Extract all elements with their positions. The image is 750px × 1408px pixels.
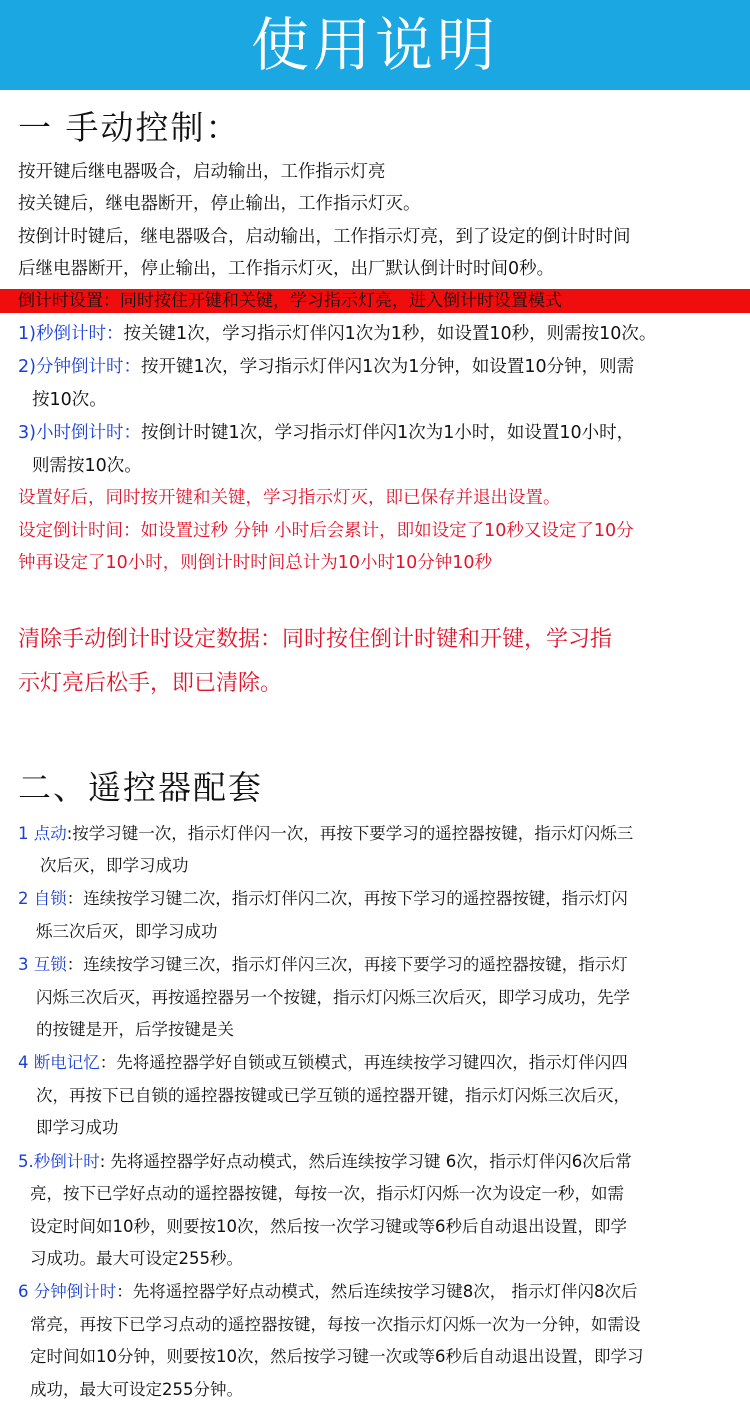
red-line-1: 设置好后，同时按开键和关键，学习指示灯灭，即已保存并退出设置。	[18, 488, 561, 508]
countdown-item-2	[18, 351, 634, 383]
item-text: ：连续按学习键二次，指示灯伴闪二次，再按下学习的遥控器按键，指示灯闪	[66, 889, 628, 908]
clear-line-1: 清除手动倒计时设定数据：同时按住倒计时键和开键，学习指	[18, 627, 613, 652]
countdown-item-3-cont: 则需按10次。	[32, 456, 142, 476]
remote-item-4-cont: 即学习成功	[36, 1118, 119, 1137]
item-text: 按开键1次，学习指示灯伴闪1次为1分钟，如设置10分钟，则需	[140, 357, 635, 377]
item-text: ：先将遥控器学好自锁或互锁模式，再连续按学习键四次，指示灯伴闪四	[99, 1053, 628, 1072]
s1-line-1: 按开键后继电器吸合，启动输出，工作指示灯亮	[18, 162, 386, 182]
remote-item-2	[18, 883, 628, 915]
countdown-item-3	[18, 417, 634, 449]
page-title: 使用说明	[250, 11, 499, 79]
highlight-text: 倒计时设置：同时按住开键和关键，学习指示灯亮，进入倒计时设置模式	[18, 291, 562, 311]
remote-item-1	[18, 818, 633, 850]
remote-item-4	[18, 1047, 628, 1079]
countdown-item-1	[18, 318, 656, 350]
s1-line-2: 按关键后，继电器断开，停止输出，工作指示灯灭。	[18, 194, 421, 214]
remote-item-1-cont: 次后灭，即学习成功	[40, 856, 189, 875]
item-text: ：连续按学习键三次，指示灯伴闪三次，再接下要学习的遥控器按键，指示灯	[66, 955, 628, 974]
remote-item-3	[18, 949, 628, 981]
remote-item-6-cont: 定时间如10分钟，则要按10次，然后按学习键一次或等6秒后自动退出设置，即学习	[30, 1347, 644, 1366]
countdown-item-2-cont: 按10次。	[32, 390, 107, 410]
item-text: 按关键1次，学习指示灯伴闪1次为1秒，如设置10秒，则需按10次。	[123, 324, 657, 344]
item-label: 1)秒倒计时：	[18, 324, 124, 344]
item-label: 1 点动	[18, 824, 67, 843]
section2-heading: 二、遥控器配套	[18, 768, 263, 807]
remote-item-6	[18, 1276, 638, 1308]
remote-item-6-cont: 常亮，再按下已学习点动的遥控器按键，每按一次指示灯闪烁一次为一分钟，如需设	[30, 1315, 641, 1334]
item-text: ：先将遥控器学好点动模式，然后连续按学习键8次， 指示灯伴闪8次后	[116, 1282, 638, 1301]
item-text: : 先将遥控器学好点动模式，然后连续按学习键 6次，指示灯伴闪6次后常	[99, 1152, 632, 1171]
red-line-3: 钟再设定了10小时，则倒计时时间总计为10小时10分钟10秒	[18, 553, 493, 573]
item-label: 3 互锁	[18, 955, 67, 974]
clear-line-2: 示灯亮后松手，即已清除。	[18, 671, 283, 696]
remote-item-3-cont: 闪烁三次后灭，再按遥控器另一个按键，指示灯闪烁三次后灭，即学习成功，先学	[36, 988, 630, 1007]
remote-item-3-cont: 的按键是开，后学按键是关	[36, 1020, 234, 1039]
remote-item-5-cont: 亮，按下已学好点动的遥控器按键，每按一次，指示灯闪烁一次为设定一秒，如需	[30, 1184, 624, 1203]
red-line-2: 设定倒计时间：如设置过秒 分钟 小时后会累计，即如设定了10秒又设定了10分	[18, 521, 634, 541]
section1-heading: 一 手动控制：	[18, 108, 241, 147]
remote-item-5-cont: 习成功。最大可设定255秒。	[30, 1249, 243, 1268]
remote-item-6-cont: 成功，最大可设定255分钟。	[30, 1380, 243, 1399]
item-label: 4 断电记忆	[18, 1053, 100, 1072]
s1-line-3: 按倒计时键后，继电器吸合，启动输出，工作指示灯亮，到了设定的倒计时时间	[18, 227, 631, 247]
item-label: 2)分钟倒计时：	[18, 357, 141, 377]
item-label: 2 自锁	[18, 889, 67, 908]
remote-item-2-cont: 烁三次后灭，即学习成功	[36, 922, 218, 941]
item-text: :按学习键一次，指示灯伴闪一次，再按下要学习的遥控器按键，指示灯闪烁三	[66, 824, 634, 843]
page-title-banner	[0, 0, 750, 90]
remote-item-4-cont: 次，再按下已自锁的遥控器按键或已学互锁的遥控器开键，指示灯闪烁三次后灭，	[36, 1086, 630, 1105]
remote-item-5-cont: 设定时间如10秒，则要按10次，然后按一次学习键或等6秒后自动退出设置，即学	[30, 1217, 627, 1236]
item-label: 6 分钟倒计时	[18, 1282, 117, 1301]
item-label: 3)小时倒计时：	[18, 423, 141, 443]
s1-line-4: 后继电器断开，停止输出，工作指示灯灭，出厂默认倒计时时间0秒。	[18, 259, 555, 279]
item-label: 5.秒倒计时	[18, 1152, 100, 1171]
remote-item-5	[18, 1146, 632, 1178]
item-text: 按倒计时键1次，学习指示灯伴闪1次为1小时，如设置10小时，	[140, 423, 635, 443]
